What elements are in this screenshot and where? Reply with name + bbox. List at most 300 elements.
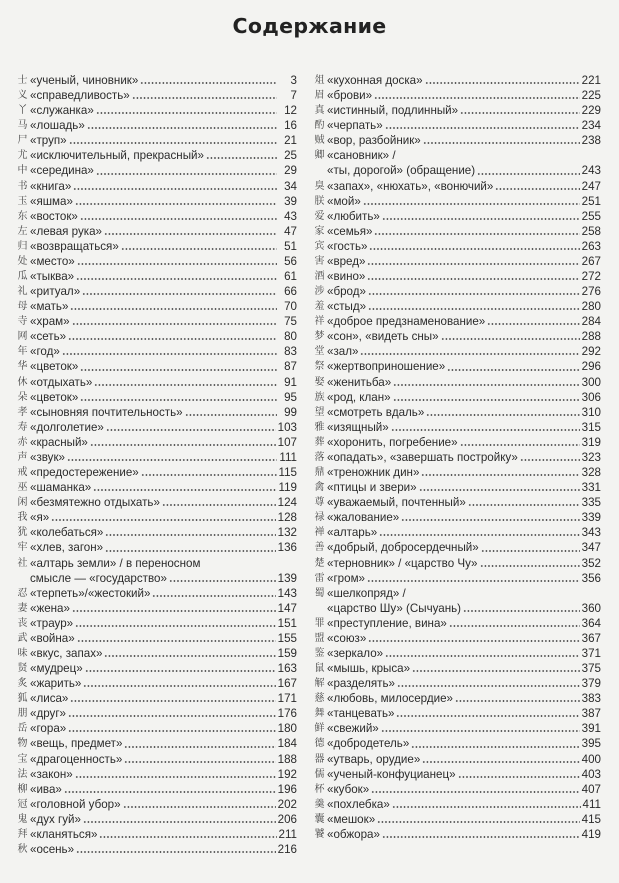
hanzi-glyph: 中: [17, 165, 28, 177]
dot-leader: [69, 141, 277, 145]
hanzi-glyph: 酌: [314, 120, 325, 132]
hanzi-glyph: 岳: [17, 723, 28, 735]
dot-leader: [106, 428, 276, 432]
hanzi-glyph: 宾: [314, 240, 325, 252]
dot-leader: [425, 81, 580, 85]
page-number: 247: [581, 179, 601, 193]
hanzi-glyph: 器: [314, 753, 325, 765]
hanzi-glyph: 赤: [17, 436, 28, 448]
toc-entry: [17, 269, 297, 284]
hanzi-glyph: 我: [17, 512, 28, 524]
entry-label: «отдыхать»: [30, 375, 93, 389]
dot-leader: [80, 398, 277, 402]
dot-leader: [449, 624, 580, 628]
page-number: 238: [581, 134, 601, 148]
hanzi-glyph: 马: [17, 120, 28, 132]
toc-entry: [17, 359, 297, 374]
entry-label: «алтарь»: [327, 526, 378, 540]
entry-label: «место»: [30, 254, 75, 268]
dot-leader: [393, 383, 580, 387]
toc-entry: [314, 631, 601, 646]
hanzi-glyph: 娶: [314, 376, 325, 388]
page-number: 367: [581, 631, 601, 645]
toc-entry: [17, 556, 297, 571]
page-number: 180: [277, 722, 297, 736]
toc-entry: [314, 194, 601, 209]
toc-entry: [17, 284, 297, 299]
entry-label: «мышь, крыса»: [327, 662, 411, 676]
toc-entry: [314, 510, 601, 525]
entry-label: «жертвоприношение»: [327, 360, 446, 374]
page-number: 184: [277, 737, 297, 751]
toc-entry: [17, 646, 297, 661]
entry-label: «черпать»: [327, 119, 383, 133]
dot-leader: [64, 790, 276, 794]
toc-entry: [314, 209, 601, 224]
page-number: 103: [277, 420, 297, 434]
entry-label: «ученый, чиновник»: [30, 74, 139, 87]
entry-label: «любовь, милосердие»: [327, 692, 453, 706]
hanzi-glyph: 社: [17, 557, 28, 569]
toc-entry: [17, 601, 297, 616]
dot-leader: [75, 202, 277, 206]
hanzi-glyph: 尊: [314, 497, 325, 509]
dot-leader: [397, 684, 580, 688]
entry-label: «обжора»: [327, 827, 380, 841]
dot-leader: [426, 413, 579, 417]
entry-label: «утварь, орудие»: [327, 752, 421, 766]
dot-leader: [123, 805, 276, 809]
page-number: 296: [581, 360, 601, 374]
hanzi-glyph: 朋: [17, 708, 28, 720]
dot-leader: [480, 564, 580, 568]
hanzi-glyph: 慈: [314, 693, 325, 705]
entry-label: «сыновняя почтительность»: [30, 405, 183, 419]
toc-entry: [314, 435, 601, 450]
dot-leader: [68, 337, 277, 341]
entry-label: «терпеть»/«жестокий»: [30, 586, 151, 600]
page-number: 136: [277, 541, 297, 555]
hanzi-glyph: 冠: [17, 798, 28, 810]
dot-leader: [460, 111, 580, 115]
toc-entry: [17, 163, 297, 178]
dot-leader: [368, 639, 579, 643]
page-number: 147: [277, 601, 297, 615]
hanzi-glyph: 忍: [17, 587, 28, 599]
page-number: 91: [284, 375, 297, 389]
toc-entry: [17, 133, 297, 148]
hanzi-glyph: 声: [17, 451, 28, 463]
page-number: 225: [581, 89, 601, 103]
hanzi-glyph: 柳: [17, 783, 28, 795]
hanzi-glyph: 朵: [17, 391, 28, 403]
page-number: 99: [284, 405, 297, 419]
entry-label: «середина»: [30, 164, 94, 178]
hanzi-glyph: 禽: [314, 482, 325, 494]
hanzi-glyph: 鉴: [314, 647, 325, 659]
entry-label: смысле — «государство»: [30, 571, 167, 585]
entry-label: «жена»: [30, 601, 70, 615]
page-number: 202: [277, 797, 297, 811]
hanzi-glyph: 炙: [17, 678, 28, 690]
page-number: 400: [581, 752, 601, 766]
page-number: 364: [581, 616, 601, 630]
entry-label: «год»: [30, 345, 60, 359]
toc-entry: [17, 676, 297, 691]
hanzi-glyph: 拜: [17, 828, 28, 840]
toc-entry: [17, 842, 297, 857]
hanzi-glyph: 舞: [314, 708, 325, 720]
hanzi-glyph: 家: [314, 225, 325, 237]
dot-leader: [90, 443, 276, 447]
dot-leader: [77, 262, 277, 266]
page-number: 176: [277, 707, 297, 721]
entry-label: «ритуал»: [30, 285, 81, 299]
dot-leader: [185, 413, 277, 417]
page-number: 335: [581, 496, 601, 510]
page-number: 379: [581, 677, 601, 691]
toc-entry: [314, 676, 601, 691]
toc-entry: [17, 405, 297, 420]
toc-entry: [314, 284, 601, 299]
dot-leader: [87, 126, 277, 130]
dot-leader: [105, 549, 276, 553]
dot-leader: [520, 458, 580, 462]
dot-leader: [385, 126, 580, 130]
entry-label: «мудрец»: [30, 662, 83, 676]
dot-leader: [368, 307, 580, 311]
entry-label: «цветок»: [30, 390, 79, 404]
hanzi-glyph: 处: [17, 255, 28, 267]
page-number: 300: [581, 375, 601, 389]
toc-entry: [17, 435, 297, 450]
entry-label: «сановник» /: [327, 149, 396, 163]
entry-label: «служанка»: [30, 104, 94, 118]
hanzi-glyph: 雷: [314, 572, 325, 584]
toc-entry: [17, 239, 297, 254]
hanzi-glyph: 眉: [314, 90, 325, 102]
entry-label: «смотреть вдаль»: [327, 405, 425, 419]
toc-entry: [17, 420, 297, 435]
dot-leader: [162, 503, 276, 507]
toc-entry: [17, 812, 297, 827]
page-number: 124: [277, 496, 297, 510]
entry-label: «кухонная доска»: [327, 74, 423, 87]
dot-leader: [382, 835, 580, 839]
page-number: 3: [290, 74, 297, 87]
page-number: 47: [284, 224, 297, 238]
dot-leader: [83, 684, 275, 688]
toc-entry: [17, 450, 297, 465]
toc-entry: [314, 465, 601, 480]
dot-leader: [75, 775, 276, 779]
hanzi-glyph: 臭: [314, 180, 325, 192]
dot-leader: [377, 820, 580, 824]
dot-leader: [463, 609, 580, 613]
page-number: 280: [581, 300, 601, 314]
toc-entry: [314, 344, 601, 359]
page-number: 415: [581, 812, 601, 826]
hanzi-glyph: 鼠: [314, 663, 325, 675]
toc-entry: [17, 465, 297, 480]
page-number: 151: [277, 616, 297, 630]
page-number: 343: [581, 526, 601, 540]
hanzi-glyph: 囊: [314, 813, 325, 825]
page-number: 192: [277, 767, 297, 781]
page-number: 51: [284, 239, 297, 253]
page-number: 255: [581, 209, 601, 223]
page-number: 356: [581, 571, 601, 585]
dot-leader: [379, 533, 579, 537]
page-number: 306: [581, 390, 601, 404]
page-number: 163: [277, 662, 297, 676]
toc-entry: [17, 148, 297, 163]
toc-entry: [314, 616, 601, 631]
entry-label: «кланяться»: [30, 827, 98, 841]
entry-label: «разделять»: [327, 677, 395, 691]
toc-entry: [314, 827, 601, 842]
hanzi-glyph: 休: [17, 376, 28, 388]
entry-label: «дух гуй»: [30, 812, 81, 826]
entry-label: «восток»: [30, 209, 78, 223]
dot-leader: [392, 805, 581, 809]
toc-entry: [314, 797, 601, 812]
entry-label: «гость»: [327, 239, 368, 253]
hanzi-glyph: 巫: [17, 482, 28, 494]
hanzi-glyph: 羹: [314, 798, 325, 810]
page-number: 403: [581, 767, 601, 781]
entry-label: «закон»: [30, 767, 73, 781]
hanzi-glyph: 味: [17, 647, 28, 659]
entry-label: «гора»: [30, 722, 67, 736]
hanzi-glyph: 玉: [17, 195, 28, 207]
hanzi-glyph: 羞: [314, 301, 325, 313]
dot-leader: [75, 624, 276, 628]
page-number: 272: [581, 270, 601, 284]
dot-leader: [124, 745, 275, 749]
page-number: 383: [581, 692, 601, 706]
dot-leader: [367, 262, 579, 266]
dot-leader: [481, 549, 580, 553]
hanzi-glyph: 鬼: [17, 813, 28, 825]
dot-leader: [85, 669, 276, 673]
dot-leader: [441, 337, 580, 341]
entry-label: «опадать», «завершать постройку»: [327, 450, 518, 464]
hanzi-glyph: 归: [17, 240, 28, 252]
page-number: 310: [581, 405, 601, 419]
entry-label: «зеркало»: [327, 646, 384, 660]
toc-entry: [17, 118, 297, 133]
page-number: 7: [290, 89, 297, 103]
entry-label: «шаманка»: [30, 481, 92, 495]
toc-entry: [314, 601, 601, 616]
entry-label: «изящный»: [327, 420, 389, 434]
entry-label: «вино»: [327, 270, 366, 284]
toc-entry: [314, 736, 601, 751]
dot-leader: [104, 232, 277, 236]
hanzi-glyph: 禄: [314, 512, 325, 524]
toc-entry: [314, 118, 601, 133]
entry-label: «звук»: [30, 450, 65, 464]
hanzi-glyph: 朕: [314, 195, 325, 207]
hanzi-glyph: 爱: [314, 210, 325, 222]
entry-label: «сон», «видеть сны»: [327, 330, 439, 344]
dot-leader: [80, 368, 277, 372]
hanzi-glyph: 武: [17, 632, 28, 644]
page-number: 143: [277, 586, 297, 600]
hanzi-glyph: 义: [17, 90, 28, 102]
entry-label: «безмятежно отдыхать»: [30, 496, 160, 510]
hanzi-glyph: 犹: [17, 527, 28, 539]
dot-leader: [105, 533, 275, 537]
hanzi-glyph: 蜀: [314, 587, 325, 599]
hanzi-glyph: 盟: [314, 632, 325, 644]
toc-entry: [314, 179, 601, 194]
toc-entry: [17, 782, 297, 797]
hanzi-glyph: 俎: [314, 75, 325, 86]
dot-leader: [76, 277, 277, 281]
toc-entry: [314, 329, 601, 344]
page-number: 83: [284, 345, 297, 359]
hanzi-glyph: 真: [314, 105, 325, 117]
hanzi-glyph: 戒: [17, 467, 28, 479]
page-number: 331: [581, 481, 601, 495]
hanzi-glyph: 祥: [314, 316, 325, 328]
dot-leader: [363, 202, 580, 206]
hanzi-glyph: 妻: [17, 602, 28, 614]
dot-leader: [368, 292, 580, 296]
toc-entry: [17, 827, 297, 842]
dot-leader: [169, 579, 276, 583]
dot-leader: [477, 172, 580, 176]
toc-entry: [314, 450, 601, 465]
page-number: 107: [277, 435, 297, 449]
entry-label: «род, клан»: [327, 390, 391, 404]
toc-entry: [17, 616, 297, 631]
entry-label: «стыд»: [327, 300, 367, 314]
hanzi-glyph: 左: [17, 225, 28, 237]
dot-leader: [68, 729, 275, 733]
page-number: 39: [284, 194, 297, 208]
page-number: 196: [277, 782, 297, 796]
hanzi-glyph: 鼎: [314, 467, 325, 479]
hanzi-glyph: 尸: [17, 135, 28, 147]
entry-label: «ты, дорогой» (обращение): [327, 164, 476, 178]
hanzi-glyph: 瓜: [17, 271, 28, 283]
toc-entry: [17, 706, 297, 721]
toc-entry: [17, 691, 297, 706]
toc-entry: [17, 375, 297, 390]
entry-label: «книга»: [30, 179, 72, 193]
toc-entry: [314, 691, 601, 706]
hanzi-glyph: 落: [314, 451, 325, 463]
hanzi-glyph: 望: [314, 406, 325, 418]
page-number: 234: [581, 119, 601, 133]
toc-entry: [17, 179, 297, 194]
page-number: 419: [581, 827, 601, 841]
dot-leader: [67, 458, 277, 462]
dot-leader: [76, 850, 276, 854]
page-number: 119: [278, 481, 297, 495]
dot-leader: [369, 247, 579, 251]
page-number: 95: [284, 390, 297, 404]
entry-label: «труп»: [30, 134, 67, 148]
dot-leader: [382, 217, 580, 221]
dot-leader: [104, 654, 275, 658]
hanzi-glyph: 族: [314, 391, 325, 403]
toc-entry: [17, 721, 297, 736]
toc-entry: [17, 767, 297, 782]
dot-leader: [419, 488, 580, 492]
entry-label: «гром»: [327, 571, 365, 585]
page-number: 284: [581, 315, 601, 329]
toc-entry: [17, 103, 297, 118]
entry-label: «мать»: [30, 300, 69, 314]
entry-label: «добродетель»: [327, 737, 410, 751]
hanzi-glyph: 秋: [17, 843, 28, 855]
toc-entry: [314, 540, 601, 555]
entry-label: «жалование»: [327, 511, 400, 525]
toc-column-left: [17, 73, 297, 857]
dot-leader: [381, 729, 580, 733]
hanzi-glyph: 孝: [17, 406, 28, 418]
page-number: 206: [277, 812, 297, 826]
page-number: 132: [277, 526, 297, 540]
entry-label: «лиса»: [30, 692, 69, 706]
entry-label: «хлев, загон»: [30, 541, 104, 555]
entry-label: «доброе предзнаменование»: [327, 315, 486, 329]
entry-label: «женитьба»: [327, 375, 392, 389]
entry-label: «жарить»: [30, 677, 82, 691]
page-number: 155: [277, 631, 297, 645]
dot-leader: [495, 187, 579, 191]
entry-label: «друг»: [30, 707, 67, 721]
page-number: 128: [277, 511, 297, 525]
hanzi-glyph: 尤: [17, 150, 28, 162]
toc-entry: [17, 495, 297, 510]
page-number: 66: [284, 285, 297, 299]
entry-label: «преступление, вина»: [327, 616, 447, 630]
hanzi-glyph: 闲: [17, 497, 28, 509]
page-number: 25: [284, 149, 297, 163]
dot-leader: [70, 307, 277, 311]
page-number: 292: [581, 345, 601, 359]
page-number: 375: [581, 662, 601, 676]
dot-leader: [371, 790, 579, 794]
toc-entry: [17, 314, 297, 329]
hanzi-glyph: 法: [17, 768, 28, 780]
entry-label: «красный»: [30, 435, 88, 449]
hanzi-glyph: 牢: [17, 542, 28, 554]
toc-entry: [314, 133, 601, 148]
toc-entry: [314, 812, 601, 827]
entry-label: «добрый, добросердечный»: [327, 541, 479, 555]
dot-leader: [51, 518, 275, 522]
page-number: 87: [284, 360, 297, 374]
page-number: 347: [581, 541, 601, 555]
toc-entry: [17, 661, 297, 676]
dot-leader: [96, 172, 277, 176]
entry-label: «ива»: [30, 782, 62, 796]
entry-label: «цветок»: [30, 360, 79, 374]
page-number: 339: [581, 511, 601, 525]
dot-leader: [396, 714, 579, 718]
toc-entry: [314, 721, 601, 736]
toc-entry: [17, 254, 297, 269]
hanzi-glyph: 雅: [314, 421, 325, 433]
entry-label: «семья»: [327, 224, 373, 238]
page-number: 328: [581, 466, 601, 480]
